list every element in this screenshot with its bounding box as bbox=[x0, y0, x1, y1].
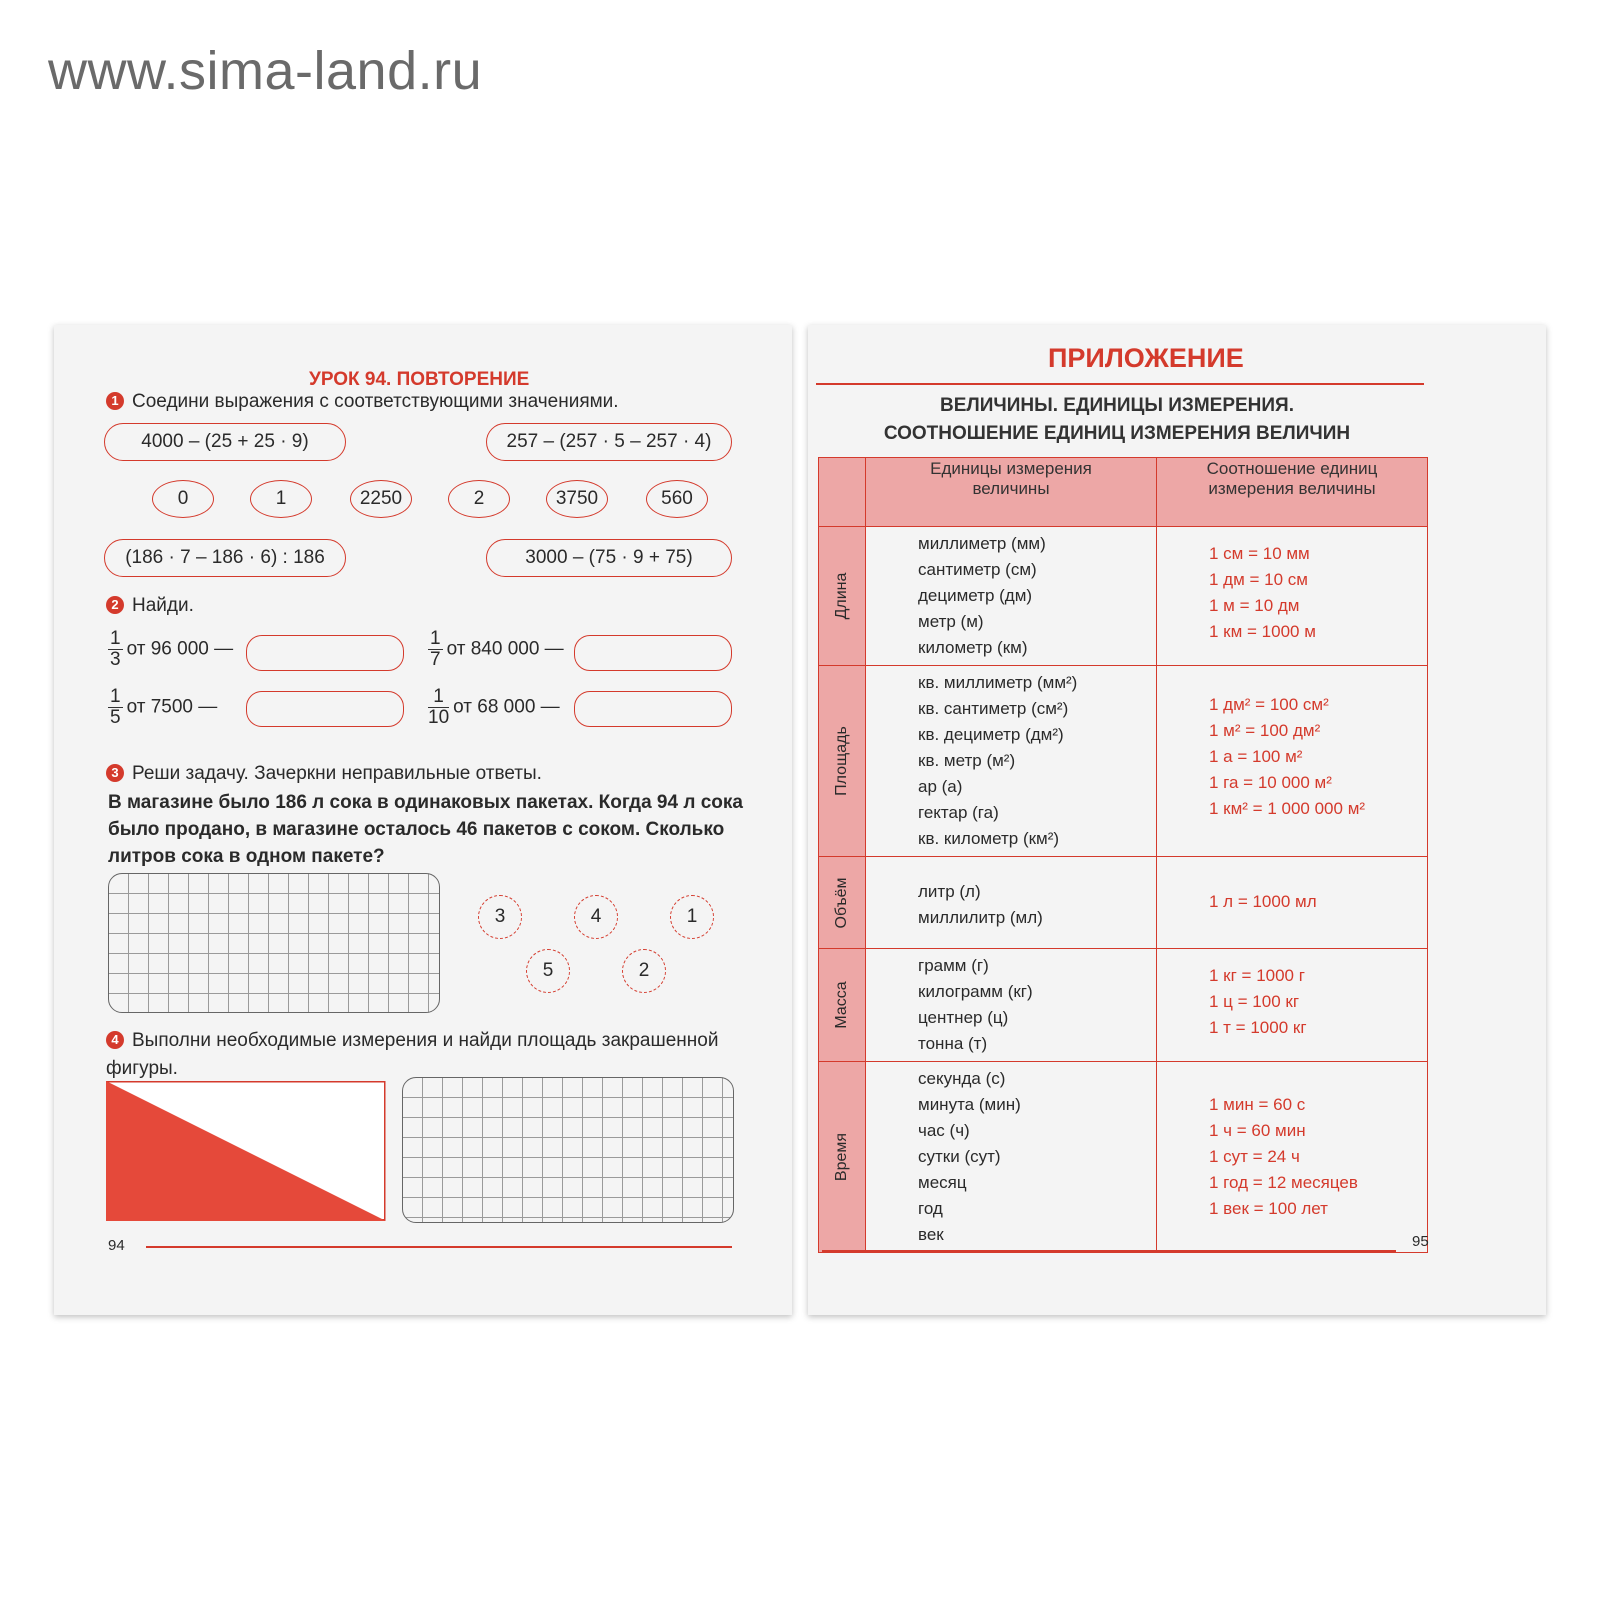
task2-heading bbox=[106, 595, 194, 617]
table-row bbox=[819, 527, 1428, 666]
table-row bbox=[819, 1062, 1428, 1253]
value-oval: 1 bbox=[250, 480, 312, 518]
footer-line bbox=[822, 1250, 1396, 1252]
units-cell: кв. миллиметр (мм²) кв. сантиметр (см²) кв. дециметр (дм²) кв. метр (м²) ар (а) гектар (га) кв. километр (км²) bbox=[866, 666, 1157, 857]
fraction-item bbox=[108, 687, 217, 728]
title-underline bbox=[816, 383, 1424, 385]
fraction-denominator: 10 bbox=[428, 707, 450, 728]
fraction-denominator: 5 bbox=[110, 707, 121, 728]
relations-cell: 1 дм² = 100 см² 1 м² = 100 дм² 1 а = 100 м² 1 га = 10 000 м² 1 км² = 1 000 000 м² bbox=[1157, 666, 1428, 857]
table-row bbox=[819, 949, 1428, 1062]
footer-line bbox=[146, 1246, 732, 1248]
task2-number: 2 bbox=[106, 596, 124, 614]
answer-circle[interactable]: 5 bbox=[526, 949, 570, 993]
table-header-row bbox=[819, 458, 1428, 527]
fraction-numerator: 1 bbox=[428, 687, 449, 708]
fraction-text: от 96 000 — bbox=[126, 638, 234, 660]
fraction-text: от 840 000 — bbox=[446, 638, 564, 660]
task1-number: 1 bbox=[106, 392, 124, 410]
problem-line: было продано, в магазине осталось 46 пакетов с соком. Сколько bbox=[108, 819, 725, 840]
fraction-numerator: 1 bbox=[110, 686, 121, 707]
page-number: 94 bbox=[108, 1237, 125, 1254]
task1-text: Соедини выражения с соответствующими значениями. bbox=[132, 391, 619, 412]
answer-circle[interactable]: 4 bbox=[574, 895, 618, 939]
value-oval: 3750 bbox=[546, 480, 608, 518]
task3-problem bbox=[108, 789, 743, 870]
fraction-numerator: 1 bbox=[430, 628, 441, 649]
left-page bbox=[54, 325, 792, 1315]
header-blank bbox=[819, 458, 866, 527]
expression-pill: 257 – (257 · 5 – 257 · 4) bbox=[486, 423, 732, 461]
problem-line: литров сока в одном пакете? bbox=[108, 846, 385, 867]
measurement-grid[interactable] bbox=[402, 1077, 734, 1223]
task4-line1: Выполни необходимые измерения и найди площадь закрашенной bbox=[132, 1030, 719, 1051]
row-label-mass: Масса bbox=[819, 949, 866, 1062]
relations-cell: 1 кг = 1000 г 1 ц = 100 кг 1 т = 1000 кг bbox=[1157, 949, 1428, 1062]
task4-line2: фигуры. bbox=[106, 1058, 178, 1079]
appendix-title: ПРИЛОЖЕНИЕ bbox=[1048, 343, 1244, 373]
row-label-volume: Объём bbox=[819, 857, 866, 949]
fraction-item bbox=[108, 629, 233, 670]
site-watermark: www.sima-land.ru bbox=[48, 41, 483, 101]
answer-circle[interactable]: 3 bbox=[478, 895, 522, 939]
task3-text: Реши задачу. Зачеркни неправильные ответы. bbox=[132, 763, 542, 784]
units-cell: литр (л) миллилитр (мл) bbox=[866, 857, 1157, 949]
fraction-denominator: 3 bbox=[110, 649, 121, 670]
row-label-length: Длина bbox=[819, 527, 866, 666]
subtitle-line1: ВЕЛИЧИНЫ. ЕДИНИЦЫ ИЗМЕРЕНИЯ. bbox=[940, 395, 1294, 416]
solution-grid[interactable] bbox=[108, 873, 440, 1013]
answer-box[interactable] bbox=[574, 691, 732, 727]
value-oval: 560 bbox=[646, 480, 708, 518]
subtitle-line2: СООТНОШЕНИЕ ЕДИНИЦ ИЗМЕРЕНИЯ ВЕЛИЧИН bbox=[883, 423, 1351, 444]
table-row bbox=[819, 857, 1428, 949]
units-cell: миллиметр (мм) сантиметр (см) дециметр (дм) метр (м) километр (км) bbox=[866, 527, 1157, 666]
value-oval: 0 bbox=[152, 480, 214, 518]
answer-box[interactable] bbox=[246, 691, 404, 727]
units-cell: секунда (с) минута (мин) час (ч) сутки (сут) месяц год век bbox=[866, 1062, 1157, 1253]
answer-box[interactable] bbox=[246, 635, 404, 671]
header-relations: Соотношение единиц измерения величины bbox=[1157, 458, 1428, 527]
task3-number: 3 bbox=[106, 764, 124, 782]
expression-pill: 3000 – (75 · 9 + 75) bbox=[486, 539, 732, 577]
fraction-item bbox=[428, 629, 564, 670]
right-page bbox=[808, 325, 1546, 1315]
answer-circle[interactable]: 1 bbox=[670, 895, 714, 939]
answer-circle[interactable]: 2 bbox=[622, 949, 666, 993]
header-units: Единицы измерения величины bbox=[866, 458, 1157, 527]
fraction-item bbox=[428, 687, 560, 728]
units-cell: грамм (г) килограмм (кг) центнер (ц) тонна (т) bbox=[866, 949, 1157, 1062]
relations-cell: 1 л = 1000 мл bbox=[1157, 857, 1428, 949]
value-oval: 2250 bbox=[350, 480, 412, 518]
task4-heading bbox=[106, 1027, 718, 1083]
task1-heading bbox=[106, 391, 619, 413]
fraction-numerator: 1 bbox=[110, 628, 121, 649]
fraction-text: от 68 000 — bbox=[453, 696, 560, 718]
value-oval: 2 bbox=[448, 480, 510, 518]
shaded-figure bbox=[106, 1081, 386, 1221]
problem-line: В магазине было 186 л сока в одинаковых пакетах. Когда 94 л сока bbox=[108, 792, 743, 813]
task4-number: 4 bbox=[106, 1031, 124, 1049]
table-row bbox=[819, 666, 1428, 857]
row-label-time: Время bbox=[819, 1062, 866, 1253]
lesson-title: УРОК 94. ПОВТОРЕНИЕ bbox=[309, 369, 530, 390]
task3-heading bbox=[106, 763, 542, 785]
units-table bbox=[818, 457, 1428, 1253]
page-number: 95 bbox=[1412, 1233, 1429, 1250]
task2-text: Найди. bbox=[132, 595, 194, 616]
fraction-denominator: 7 bbox=[430, 649, 441, 670]
answer-box[interactable] bbox=[574, 635, 732, 671]
expression-pill: (186 · 7 – 186 · 6) : 186 bbox=[104, 539, 346, 577]
expression-pill: 4000 – (25 + 25 · 9) bbox=[104, 423, 346, 461]
row-label-area: Площадь bbox=[819, 666, 866, 857]
relations-cell: 1 см = 10 мм 1 дм = 10 см 1 м = 10 дм 1 км = 1000 м bbox=[1157, 527, 1428, 666]
relations-cell: 1 мин = 60 с 1 ч = 60 мин 1 сут = 24 ч 1 год = 12 месяцев 1 век = 100 лет bbox=[1157, 1062, 1428, 1253]
fraction-text: от 7500 — bbox=[126, 696, 218, 718]
